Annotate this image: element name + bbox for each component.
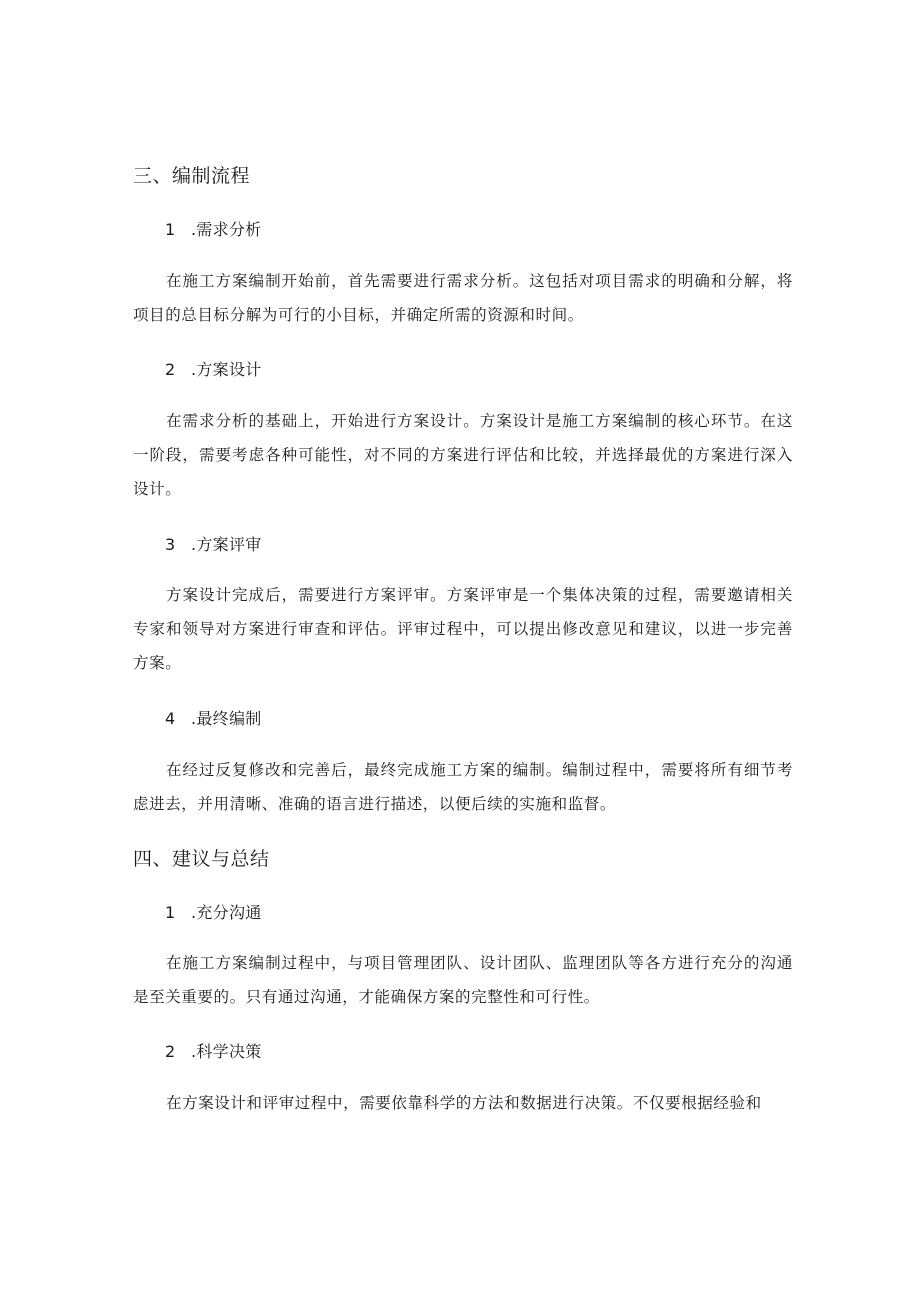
subheading-decision bbox=[165, 1041, 262, 1063]
subheading-number: 2 bbox=[165, 360, 176, 379]
section-heading-suggestions: 四、建议与总结 bbox=[133, 848, 270, 870]
subheading-communication bbox=[165, 902, 262, 924]
subheading-title: .充分沟通 bbox=[191, 903, 262, 922]
paragraph-final: 在经过反复修改和完善后，最终完成施工方案的编制。编制过程中，需要将所有细节考虑进去，并用清晰、准确的语言进行描述，以便后续的实施和监督。 bbox=[133, 761, 793, 813]
paragraph-design: 在需求分析的基础上，开始进行方案设计。方案设计是施工方案编制的核心环节。在这一阶段，需要考虑各种可能性，对不同的方案进行评估和比较，并选择最优的方案进行深入设计。 bbox=[133, 412, 793, 498]
subheading-review bbox=[165, 534, 262, 556]
subheading-number: 3 bbox=[165, 535, 176, 554]
subheading-title: .方案设计 bbox=[191, 360, 262, 379]
subheading-title: .方案评审 bbox=[191, 535, 262, 554]
subheading-final bbox=[165, 708, 262, 730]
subheading-title: .科学决策 bbox=[191, 1042, 262, 1061]
subheading-title: .需求分析 bbox=[191, 220, 262, 239]
subheading-number: 1 bbox=[165, 220, 176, 239]
subheading-title: .最终编制 bbox=[191, 709, 262, 728]
section-heading-process: 三、编制流程 bbox=[133, 165, 251, 187]
paragraph-decision: 在方案设计和评审过程中，需要依靠科学的方法和数据进行决策。不仅要根据经验和 bbox=[166, 1094, 762, 1112]
paragraph-communication: 在施工方案编制过程中，与项目管理团队、设计团队、监理团队等各方进行充分的沟通是至关重要的。只有通过沟通，才能确保方案的完整性和可行性。 bbox=[133, 954, 793, 1006]
subheading-number: 1 bbox=[165, 903, 176, 922]
subheading-requirements bbox=[165, 219, 262, 241]
subheading-number: 4 bbox=[165, 709, 176, 728]
paragraph-requirements: 在施工方案编制开始前，首先需要进行需求分析。这包括对项目需求的明确和分解，将项目的总目标分解为可行的小目标，并确定所需的资源和时间。 bbox=[133, 272, 793, 324]
subheading-design bbox=[165, 359, 262, 381]
paragraph-review: 方案设计完成后，需要进行方案评审。方案评审是一个集体决策的过程，需要邀请相关专家和领导对方案进行审查和评估。评审过程中，可以提出修改意见和建议，以进一步完善方案。 bbox=[133, 586, 793, 672]
subheading-number: 2 bbox=[165, 1042, 176, 1061]
